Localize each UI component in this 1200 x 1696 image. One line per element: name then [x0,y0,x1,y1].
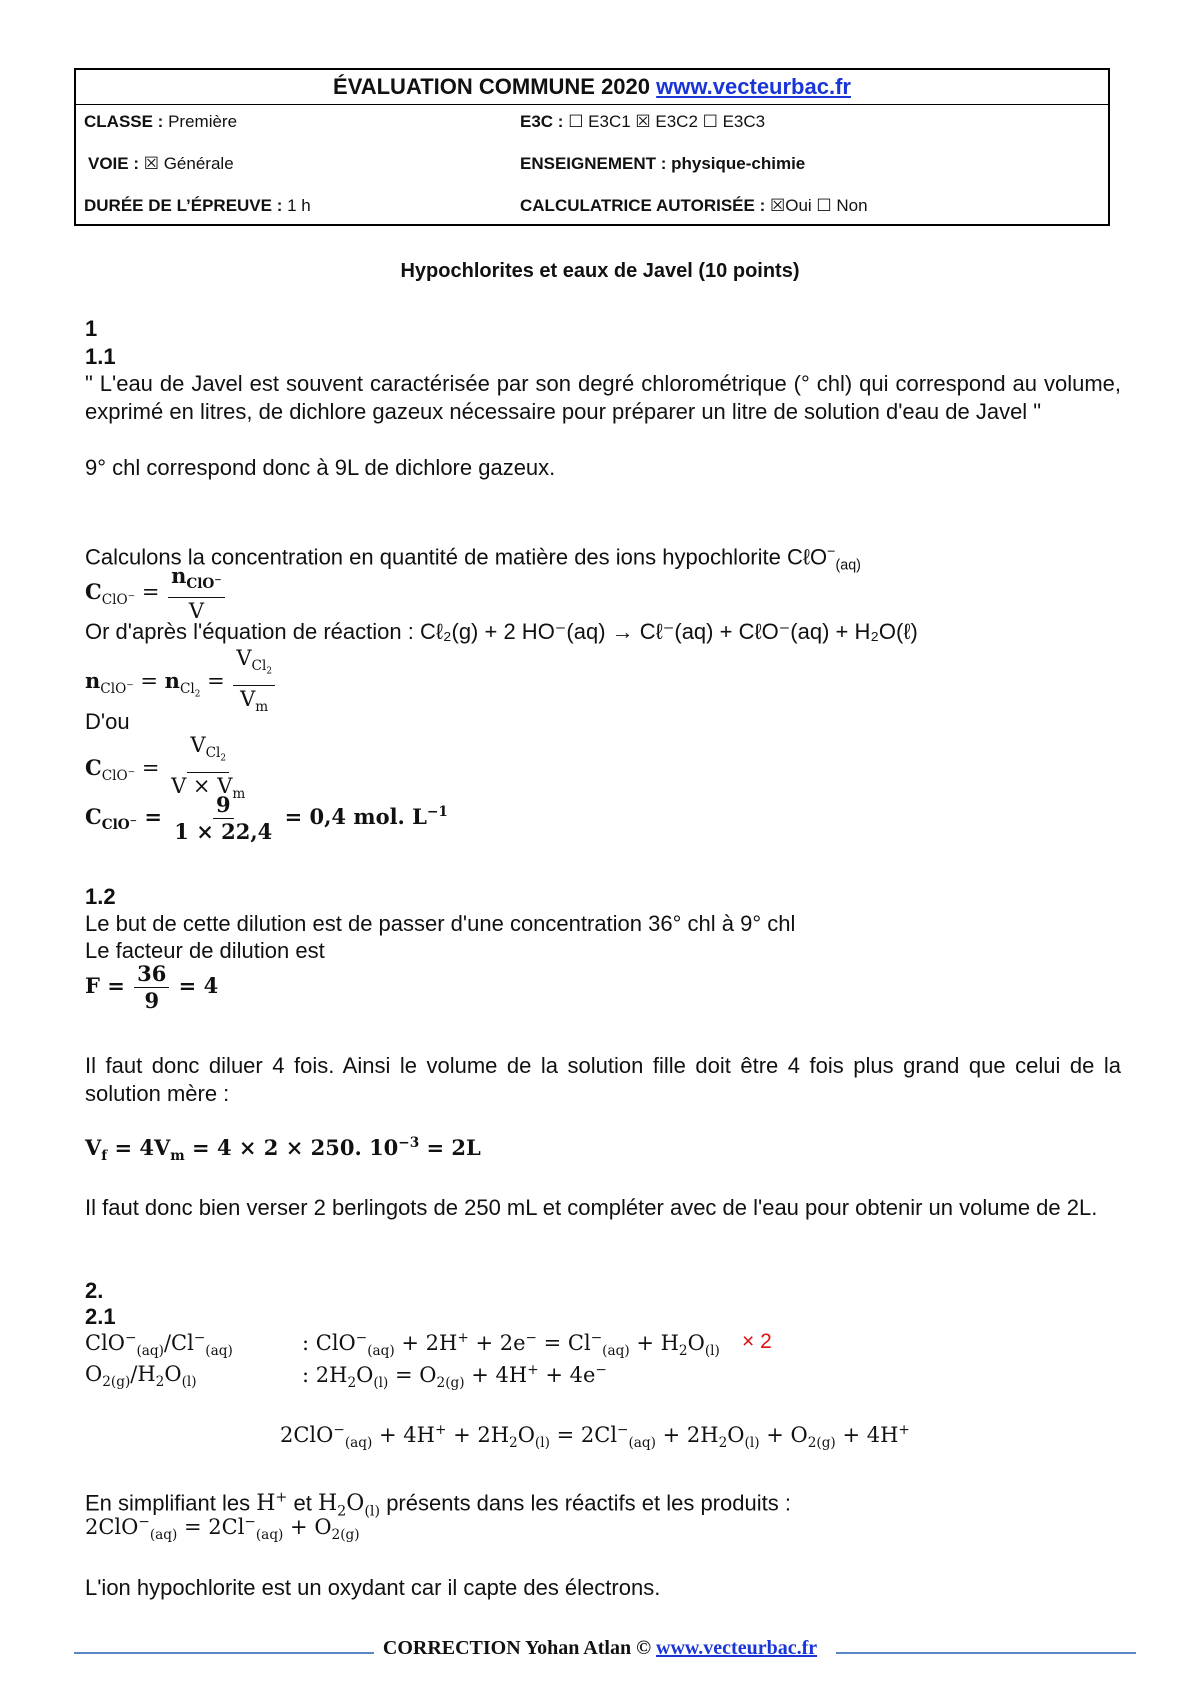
reaction-intro: Or d'après l'équation de réaction : [85,619,414,644]
couple-o2-h2o: $O_{2(g)}/H_2O_{(l)}$ [85,1362,197,1391]
javel-definition-quote: " L'eau de Javel est souvent caractérisée par son degré chlorométrique (° chl) qui correspond au volume, exprimé en litres, de dichlore gazeux nécessaire pour préparer un litre de solution d'eau de Javel " [85,371,1121,424]
calc-intro-ion: CℓO [787,544,828,570]
formula-c-equals-vcl2-over-v-vm: $C_{ClO^-}$ = $\frac{V_{Cl_2}}{V \times V_m}$ [85,733,246,803]
berlingots-instruction: Il faut donc bien verser 2 berlingots de 250 mL et compléter avec de l'eau pour obtenir un volume de 2L. [85,1195,1098,1220]
calc-intro-ion-state: (aq) [835,557,861,574]
dilution-factor-intro: Le facteur de dilution est [85,938,325,963]
header-box [74,68,1110,226]
multiplier-times-2: × 2 [742,1330,772,1353]
classe-label: CLASSE : [84,112,164,131]
footer [0,1637,1200,1660]
enseignement-label: ENSEIGNEMENT : physique-chimie [520,154,806,173]
footer-credit: CORRECTION Yohan Atlan © [382,1637,652,1659]
classe-value: Première [168,112,238,131]
e3c-label: E3C : [520,112,564,131]
formula-final-volume: $V_f = 4V_m = 4 \times 2 \times 250$. $10^{-3} = 2L$ [85,1135,481,1165]
oxidant-conclusion: L'ion hypochlorite est un oxydant car il capte des électrons. [85,1575,661,1600]
simplification-sentence: En simplifiant les H+ et $H_2O_{(l)}$ présents dans les réactifs et les produits : [85,1490,791,1520]
e3c-value: ☐ E3C1 ☒ E3C2 ☐ E3C3 [568,112,766,131]
voie-field [88,154,234,174]
dou-text: D'ou [85,709,130,734]
header-title [76,74,1108,100]
half-equation-o2: : $2H_2O_{(l)} = O_{2(g)} + 4H^+ + 4e^-$ [302,1362,607,1392]
duree-value: 1 h [287,196,311,215]
simplify-text-a: En simplifiant les [85,1490,251,1516]
section-2-heading: 2. [85,1278,104,1303]
chl-equivalence: 9° chl correspond donc à 9L de dichlore gazeux. [85,455,556,480]
calc-intro-text: Calculons la concentration en quantité de matière des ions hypochlorite [85,544,781,570]
couple-clo-cl: $ClO^-_{(aq)}/Cl^-_{(aq)}$ [85,1330,233,1360]
header-website-link[interactable]: www.vecteurbac.fr [656,74,851,99]
formula-n-clo-equals-n-cl2: $n_{ClO^-} = n_{Cl_2}$ = $\frac{V_{Cl_2}}{V_m}$ [85,646,277,719]
section-1-2-heading: 1.2 [85,884,116,909]
formula-c-numeric-result: $C_{ClO^-}$ = $\frac{9}{1 \times 22,4}$ = 0,4 mol. $L^{-1}$ [85,792,448,844]
document-title: Hypochlorites et eaux de Javel (10 points) [400,260,800,282]
section-2-1-heading: 2.1 [85,1304,116,1329]
voie-value: ☒ Générale [143,154,234,173]
duree-label: DURÉE DE L’ÉPREUVE : [84,196,283,215]
formula-c-equals-n-over-v: $C_{ClO^-}$ = $\frac{n_{ClO^-}}{V}$ [85,564,227,623]
dilution-purpose: Le but de cette dilution est de passer d'une concentration 36° chl à 9° chl [85,911,796,936]
overall-dismutation-equation: $2ClO^-_{(aq)} = 2Cl^-_{(aq)} + O_{2(g)}$ [85,1514,360,1544]
calc-intro: Calculons la concentration en quantité de matière des ions hypochlorite CℓO−$_{(aq)}$ [85,544,861,574]
e3c-field [520,112,765,132]
duree-field [84,196,311,216]
reaction-equation: Cℓ₂(g) + 2 HO⁻(aq) → Cℓ⁻(aq) + CℓO⁻(aq) + H₂O(ℓ) [419,619,918,644]
calc-value: ☒Oui ☐ Non [769,196,868,215]
exam-title: ÉVALUATION COMMUNE 2020 [333,74,651,99]
simplify-text-c: présents dans les réactifs et les produits : [386,1490,791,1516]
calculatrice-field [520,196,868,216]
half-equation-clo: : $ClO^-_{(aq)} + 2H^+ + 2e^- = Cl^-_{(aq)} + H_2O_{(l)}$ [302,1330,720,1360]
reaction-line [85,618,1121,646]
formula-dilution-factor: F = $\frac{36}{9}$ = 4 [85,961,219,1013]
footer-website-link[interactable]: www.vecteurbac.fr [656,1637,818,1659]
classe-field [84,112,237,132]
section-1-1-heading: 1.1 [85,344,116,369]
combined-equation: $2ClO^-_{(aq)} + 4H^+ + 2H_2O_{(l)} = 2Cl^-_{(aq)} + 2H_2O_{(l)} + O_{2(g)} + 4H^+$ [280,1422,910,1452]
calc-label: CALCULATRICE AUTORISÉE : [520,196,766,215]
dilution-conclusion: Il faut donc diluer 4 fois. Ainsi le volume de la solution fille doit être 4 fois plus grand que celui de la solution mère : [85,1053,1121,1106]
header-divider [76,104,1108,105]
enseignement-field [520,154,805,174]
voie-label: VOIE : [88,154,140,173]
simplify-text-b: et [293,1490,312,1516]
section-1-heading: 1 [85,316,98,341]
